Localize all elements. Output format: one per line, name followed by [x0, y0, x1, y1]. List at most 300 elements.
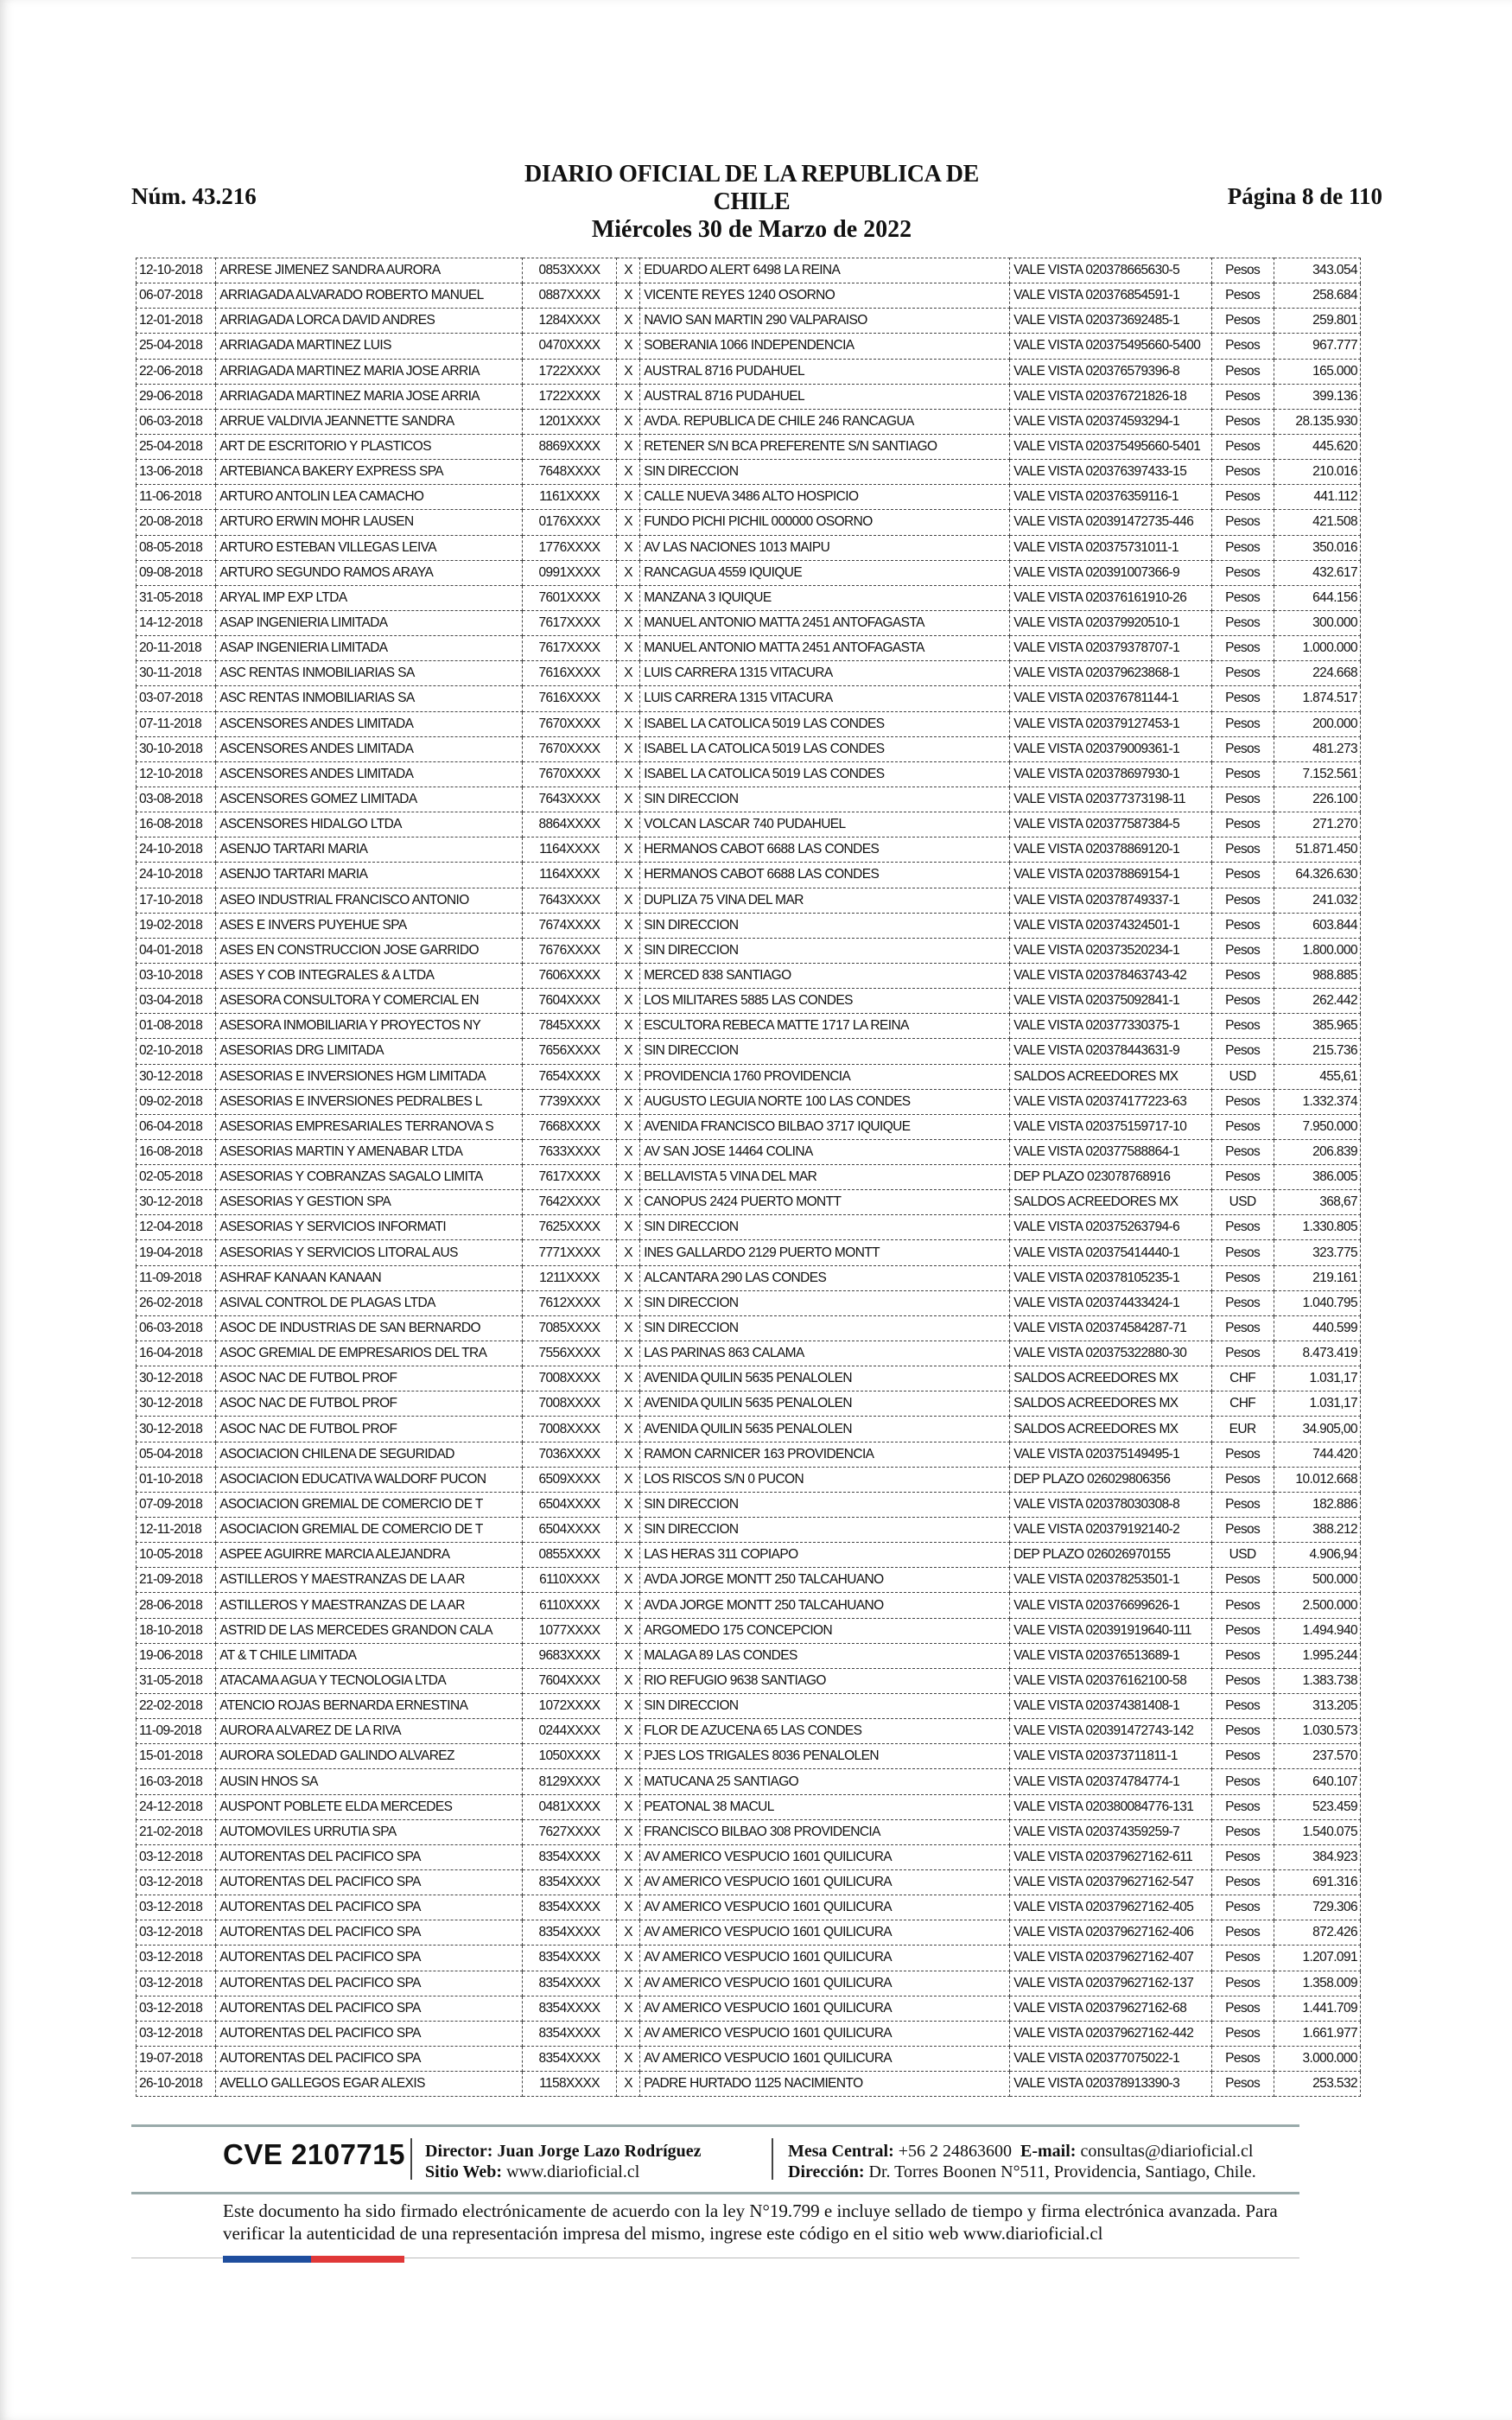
cell-mark: X	[617, 1568, 640, 1593]
cell-date: 06-03-2018	[137, 1315, 216, 1341]
cell-product: VALE VISTA 020377075022-1	[1010, 2046, 1211, 2071]
cell-amount: 1.995.244	[1274, 1643, 1360, 1668]
table-row	[137, 711, 1361, 736]
cell-name: ASESORIAS E INVERSIONES HGM LIMITADA	[216, 1064, 523, 1089]
cell-date: 30-12-2018	[137, 1064, 216, 1089]
cell-name: ATENCIO ROJAS BERNARDA ERNESTINA	[216, 1694, 523, 1719]
phone-email-line	[788, 2141, 1256, 2162]
cell-currency: Pesos	[1211, 283, 1274, 309]
cell-product: VALE VISTA 020376161910-26	[1010, 585, 1211, 610]
cell-amount: 241.032	[1274, 888, 1360, 913]
cell-currency: Pesos	[1211, 1794, 1274, 1819]
cell-product: VALE VISTA 020379127453-1	[1010, 711, 1211, 736]
cell-date: 02-05-2018	[137, 1165, 216, 1190]
cell-currency: USD	[1211, 1064, 1274, 1089]
cell-product: VALE VISTA 020374784774-1	[1010, 1769, 1211, 1794]
cell-mark: X	[617, 636, 640, 661]
cell-date: 30-10-2018	[137, 736, 216, 761]
cell-date: 03-07-2018	[137, 686, 216, 711]
cell-date: 22-06-2018	[137, 359, 216, 384]
cell-address: LUIS CARRERA 1315 VITACURA	[640, 686, 1010, 711]
table-row	[137, 1190, 1361, 1215]
cell-product: VALE VISTA 020375731011-1	[1010, 535, 1211, 560]
cell-currency: Pesos	[1211, 1769, 1274, 1794]
cell-currency: Pesos	[1211, 837, 1274, 863]
cell-product: VALE VISTA 020378749337-1	[1010, 888, 1211, 913]
cell-date: 21-02-2018	[137, 1819, 216, 1844]
cell-address: MANUEL ANTONIO MATTA 2451 ANTOFAGASTA	[640, 610, 1010, 635]
cell-currency: Pesos	[1211, 1618, 1274, 1643]
table-row	[137, 1039, 1361, 1064]
cell-amount: 1.358.009	[1274, 1971, 1360, 1996]
cell-date: 15-01-2018	[137, 1744, 216, 1769]
cell-mark: X	[617, 1920, 640, 1946]
cell-date: 07-11-2018	[137, 711, 216, 736]
address-line	[788, 2162, 1256, 2182]
cell-date: 01-10-2018	[137, 1467, 216, 1492]
cell-mark: X	[617, 963, 640, 988]
table-row	[137, 309, 1361, 334]
cell-rut: 7643XXXX	[522, 786, 616, 812]
cell-mark: X	[617, 1014, 640, 1039]
cell-product: VALE VISTA 020379627162-611	[1010, 1844, 1211, 1869]
cell-name: ASESORIAS Y COBRANZAS SAGALO LIMITA	[216, 1165, 523, 1190]
cell-product: VALE VISTA 020374177223-63	[1010, 1089, 1211, 1114]
cell-name: ASOCIACION GREMIAL DE COMERCIO DE T	[216, 1492, 523, 1517]
cell-rut: 6110XXXX	[522, 1593, 616, 1618]
cell-currency: Pesos	[1211, 1668, 1274, 1693]
cell-date: 16-04-2018	[137, 1341, 216, 1366]
table-row	[137, 2072, 1361, 2097]
cell-rut: 0887XXXX	[522, 283, 616, 309]
cell-address: AVDA JORGE MONTT 250 TALCAHUANO	[640, 1568, 1010, 1593]
cell-product: VALE VISTA 020379627162-68	[1010, 1996, 1211, 2021]
cell-mark: X	[617, 585, 640, 610]
cell-name: ASENJO TARTARI MARIA	[216, 837, 523, 863]
cell-name: AUTORENTAS DEL PACIFICO SPA	[216, 1895, 523, 1920]
cell-product: VALE VISTA 020374433424-1	[1010, 1290, 1211, 1315]
cell-name: ART DE ESCRITORIO Y PLASTICOS	[216, 434, 523, 459]
cell-date: 12-04-2018	[137, 1215, 216, 1240]
cell-address: BELLAVISTA 5 VINA DEL MAR	[640, 1165, 1010, 1190]
cell-product: DEP PLAZO 023078768916	[1010, 1165, 1211, 1190]
cell-address: AV AMERICO VESPUCIO 1601 QUILICURA	[640, 1870, 1010, 1895]
cell-product: DEP PLAZO 026029806356	[1010, 1467, 1211, 1492]
email-label: E-mail:	[1020, 2142, 1077, 2161]
cell-product: VALE VISTA 020379627162-442	[1010, 2021, 1211, 2046]
table-row	[137, 1014, 1361, 1039]
table-row	[137, 686, 1361, 711]
cell-mark: X	[617, 1392, 640, 1417]
page-number: Página 8 de 110	[1227, 183, 1382, 209]
cell-product: VALE VISTA 020375414440-1	[1010, 1240, 1211, 1265]
cell-name: AUSIN HNOS SA	[216, 1769, 523, 1794]
cell-date: 12-11-2018	[137, 1518, 216, 1543]
cell-name: ASES E INVERS PUYEHUE SPA	[216, 913, 523, 938]
cell-product: VALE VISTA 020380084776-131	[1010, 1794, 1211, 1819]
cell-name: ASEO INDUSTRIAL FRANCISCO ANTONIO	[216, 888, 523, 913]
table-row	[137, 1315, 1361, 1341]
cell-amount: 523.459	[1274, 1794, 1360, 1819]
cell-rut: 1050XXXX	[522, 1744, 616, 1769]
cell-mark: X	[617, 460, 640, 485]
cell-mark: X	[617, 1744, 640, 1769]
table-row	[137, 1518, 1361, 1543]
cell-date: 26-10-2018	[137, 2072, 216, 2097]
cell-rut: 7625XXXX	[522, 1215, 616, 1240]
cell-product: VALE VISTA 020378697930-1	[1010, 761, 1211, 786]
cell-mark: X	[617, 1668, 640, 1693]
cell-name: ARRIAGADA MARTINEZ LUIS	[216, 334, 523, 359]
website-link[interactable]: www.diarioficial.cl	[506, 2162, 640, 2181]
cell-amount: 219.161	[1274, 1265, 1360, 1290]
cell-rut: 7616XXXX	[522, 686, 616, 711]
cell-name: ASPEE AGUIRRE MARCIA ALEJANDRA	[216, 1543, 523, 1568]
cell-address: SIN DIRECCION	[640, 1694, 1010, 1719]
table-row	[137, 1568, 1361, 1593]
cell-date: 30-12-2018	[137, 1417, 216, 1442]
address-label: Dirección:	[788, 2162, 865, 2181]
table-row	[137, 610, 1361, 635]
table-row	[137, 761, 1361, 786]
cell-rut: 7008XXXX	[522, 1366, 616, 1392]
cell-rut: 7627XXXX	[522, 1819, 616, 1844]
cell-rut: 8354XXXX	[522, 1920, 616, 1946]
cell-product: VALE VISTA 020376162100-58	[1010, 1668, 1211, 1693]
cell-date: 09-02-2018	[137, 1089, 216, 1114]
cell-name: ARRESE JIMENEZ SANDRA AURORA	[216, 258, 523, 283]
cell-mark: X	[617, 1190, 640, 1215]
cell-mark: X	[617, 1819, 640, 1844]
cell-name: AVELLO GALLEGOS EGAR ALEXIS	[216, 2072, 523, 2097]
cell-mark: X	[617, 989, 640, 1014]
cell-rut: 8354XXXX	[522, 2021, 616, 2046]
cell-product: VALE VISTA 020376397433-15	[1010, 460, 1211, 485]
cell-currency: Pesos	[1211, 1315, 1274, 1341]
cell-date: 17-10-2018	[137, 888, 216, 913]
cell-rut: 0244XXXX	[522, 1719, 616, 1744]
cell-date: 12-01-2018	[137, 309, 216, 334]
cell-address: HERMANOS CABOT 6688 LAS CONDES	[640, 863, 1010, 888]
cell-address: RAMON CARNICER 163 PROVIDENCIA	[640, 1442, 1010, 1467]
cell-amount: 603.844	[1274, 913, 1360, 938]
cell-product: VALE VISTA 020374584287-71	[1010, 1315, 1211, 1341]
cell-rut: 7739XXXX	[522, 1089, 616, 1114]
table-row	[137, 1694, 1361, 1719]
cell-address: EDUARDO ALERT 6498 LA REINA	[640, 258, 1010, 283]
cell-address: AV AMERICO VESPUCIO 1601 QUILICURA	[640, 1971, 1010, 1996]
cell-rut: 8129XXXX	[522, 1769, 616, 1794]
cell-amount: 51.871.450	[1274, 837, 1360, 863]
cell-name: ASHRAF KANAAN KANAAN	[216, 1265, 523, 1290]
cell-amount: 421.508	[1274, 510, 1360, 535]
cell-mark: X	[617, 1165, 640, 1190]
cell-address: MALAGA 89 LAS CONDES	[640, 1643, 1010, 1668]
table-row	[137, 1467, 1361, 1492]
cell-currency: Pesos	[1211, 560, 1274, 585]
cell-address: PJES LOS TRIGALES 8036 PENALOLEN	[640, 1744, 1010, 1769]
cell-currency: Pesos	[1211, 309, 1274, 334]
cell-date: 25-04-2018	[137, 434, 216, 459]
table-row	[137, 384, 1361, 409]
cell-rut: 1164XXXX	[522, 837, 616, 863]
table-row	[137, 1668, 1361, 1693]
cell-name: AUTORENTAS DEL PACIFICO SPA	[216, 2046, 523, 2071]
cell-mark: X	[617, 1089, 640, 1114]
cell-amount: 644.156	[1274, 585, 1360, 610]
cell-currency: Pesos	[1211, 2072, 1274, 2097]
cell-amount: 368,67	[1274, 1190, 1360, 1215]
cell-date: 06-04-2018	[137, 1114, 216, 1139]
cell-mark: X	[617, 1518, 640, 1543]
cell-name: ARTURO ANTOLIN LEA CAMACHO	[216, 485, 523, 510]
cell-amount: 1.383.738	[1274, 1668, 1360, 1693]
cell-currency: CHF	[1211, 1392, 1274, 1417]
cell-name: ASESORIAS Y GESTION SPA	[216, 1190, 523, 1215]
cell-name: ARRIAGADA LORCA DAVID ANDRES	[216, 309, 523, 334]
cell-amount: 2.500.000	[1274, 1593, 1360, 1618]
cell-rut: 6504XXXX	[522, 1492, 616, 1517]
cell-product: VALE VISTA 020379623868-1	[1010, 661, 1211, 686]
cell-address: SIN DIRECCION	[640, 1290, 1010, 1315]
cell-amount: 1.000.000	[1274, 636, 1360, 661]
cell-address: SOBERANIA 1066 INDEPENDENCIA	[640, 334, 1010, 359]
cell-product: VALE VISTA 020391007366-9	[1010, 560, 1211, 585]
cell-amount: 729.306	[1274, 1895, 1360, 1920]
email-link[interactable]: consultas@diarioficial.cl	[1080, 2142, 1254, 2161]
cell-rut: 1158XXXX	[522, 2072, 616, 2097]
cell-product: VALE VISTA 020378105235-1	[1010, 1265, 1211, 1290]
cell-mark: X	[617, 334, 640, 359]
cell-mark: X	[617, 1769, 640, 1794]
cell-date: 04-01-2018	[137, 938, 216, 963]
cell-rut: 1161XXXX	[522, 485, 616, 510]
cell-rut: 7616XXXX	[522, 661, 616, 686]
table-row	[137, 510, 1361, 535]
table-row	[137, 283, 1361, 309]
cell-product: VALE VISTA 020378869154-1	[1010, 863, 1211, 888]
cell-date: 03-04-2018	[137, 989, 216, 1014]
cell-date: 24-12-2018	[137, 1794, 216, 1819]
table-row	[137, 460, 1361, 485]
footer-rule-mid	[131, 2192, 1299, 2194]
table-row	[137, 434, 1361, 459]
cell-date: 19-07-2018	[137, 2046, 216, 2071]
cell-rut: 1284XXXX	[522, 309, 616, 334]
cell-name: ASTILLEROS Y MAESTRANZAS DE LA AR	[216, 1568, 523, 1593]
cell-rut: 7604XXXX	[522, 989, 616, 1014]
cell-product: VALE VISTA 020379627162-405	[1010, 1895, 1211, 1920]
cell-mark: X	[617, 1694, 640, 1719]
cell-amount: 206.839	[1274, 1139, 1360, 1164]
cell-rut: 7656XXXX	[522, 1039, 616, 1064]
cell-product: VALE VISTA 020379627162-407	[1010, 1946, 1211, 1971]
cell-amount: 8.473.419	[1274, 1341, 1360, 1366]
cell-name: ASAP INGENIERIA LIMITADA	[216, 636, 523, 661]
cell-currency: Pesos	[1211, 535, 1274, 560]
cell-rut: 7670XXXX	[522, 736, 616, 761]
cell-amount: 1.874.517	[1274, 686, 1360, 711]
cell-currency: Pesos	[1211, 989, 1274, 1014]
cell-name: ASCENSORES HIDALGO LTDA	[216, 812, 523, 837]
table-row	[137, 1744, 1361, 1769]
table-row	[137, 409, 1361, 434]
cell-mark: X	[617, 1618, 640, 1643]
table-row	[137, 560, 1361, 585]
masthead	[484, 161, 1020, 244]
cell-name: ASC RENTAS INMOBILIARIAS SA	[216, 686, 523, 711]
cell-product: VALE VISTA 020379627162-547	[1010, 1870, 1211, 1895]
cell-address: ISABEL LA CATOLICA 5019 LAS CONDES	[640, 736, 1010, 761]
cell-mark: X	[617, 1442, 640, 1467]
cell-product: SALDOS ACREEDORES MX	[1010, 1392, 1211, 1417]
cell-product: VALE VISTA 020379009361-1	[1010, 736, 1211, 761]
cell-product: VALE VISTA 020379920510-1	[1010, 610, 1211, 635]
director-name: Juan Jorge Lazo Rodríguez	[497, 2142, 702, 2161]
cell-currency: Pesos	[1211, 1593, 1274, 1618]
table-row	[137, 786, 1361, 812]
cell-date: 03-08-2018	[137, 786, 216, 812]
cell-amount: 259.801	[1274, 309, 1360, 334]
cell-date: 03-10-2018	[137, 963, 216, 988]
cell-rut: 1776XXXX	[522, 535, 616, 560]
cell-address: RETENER S/N BCA PREFERENTE S/N SANTIAGO	[640, 434, 1010, 459]
cell-product: VALE VISTA 020375092841-1	[1010, 989, 1211, 1014]
cell-product: VALE VISTA 020378253501-1	[1010, 1568, 1211, 1593]
cell-currency: Pesos	[1211, 409, 1274, 434]
cell-date: 31-05-2018	[137, 1668, 216, 1693]
cell-name: ASESORIAS E INVERSIONES PEDRALBES L	[216, 1089, 523, 1114]
cell-date: 16-03-2018	[137, 1769, 216, 1794]
cell-rut: 8354XXXX	[522, 1946, 616, 1971]
table-row	[137, 812, 1361, 837]
cell-name: ASESORIAS Y SERVICIOS LITORAL AUS	[216, 1240, 523, 1265]
cell-currency: Pesos	[1211, 711, 1274, 736]
cell-rut: 1072XXXX	[522, 1694, 616, 1719]
cell-mark: X	[617, 863, 640, 888]
table-row	[137, 888, 1361, 913]
cell-currency: Pesos	[1211, 1114, 1274, 1139]
cell-amount: 500.000	[1274, 1568, 1360, 1593]
cell-amount: 165.000	[1274, 359, 1360, 384]
cell-date: 08-05-2018	[137, 535, 216, 560]
cell-currency: Pesos	[1211, 1265, 1274, 1290]
table-row	[137, 1392, 1361, 1417]
cell-amount: 3.000.000	[1274, 2046, 1360, 2071]
cell-name: ARTURO ESTEBAN VILLEGAS LEIVA	[216, 535, 523, 560]
cell-name: AUTORENTAS DEL PACIFICO SPA	[216, 1996, 523, 2021]
cell-date: 02-10-2018	[137, 1039, 216, 1064]
cell-mark: X	[617, 359, 640, 384]
cell-product: VALE VISTA 020375322880-30	[1010, 1341, 1211, 1366]
cell-address: HERMANOS CABOT 6688 LAS CONDES	[640, 837, 1010, 863]
cell-rut: 7771XXXX	[522, 1240, 616, 1265]
cell-product: VALE VISTA 020376854591-1	[1010, 283, 1211, 309]
cell-currency: Pesos	[1211, 510, 1274, 535]
cell-currency: Pesos	[1211, 913, 1274, 938]
cell-product: VALE VISTA 020378443631-9	[1010, 1039, 1211, 1064]
cell-date: 03-12-2018	[137, 2021, 216, 2046]
cell-product: VALE VISTA 020376513689-1	[1010, 1643, 1211, 1668]
cell-name: ASES Y COB INTEGRALES & A LTDA	[216, 963, 523, 988]
cell-currency: Pesos	[1211, 1492, 1274, 1517]
cell-name: AUTOMOVILES URRUTIA SPA	[216, 1819, 523, 1844]
cell-address: AVENIDA QUILIN 5635 PENALOLEN	[640, 1392, 1010, 1417]
cell-product: VALE VISTA 020377588864-1	[1010, 1139, 1211, 1164]
cell-amount: 1.332.374	[1274, 1089, 1360, 1114]
table-row	[137, 1492, 1361, 1517]
cell-date: 21-09-2018	[137, 1568, 216, 1593]
cell-name: ASESORIAS EMPRESARIALES TERRANOVA S	[216, 1114, 523, 1139]
cell-amount: 481.273	[1274, 736, 1360, 761]
cell-date: 18-10-2018	[137, 1618, 216, 1643]
table-row	[137, 585, 1361, 610]
cell-date: 25-04-2018	[137, 334, 216, 359]
cell-date: 12-10-2018	[137, 761, 216, 786]
cell-mark: X	[617, 510, 640, 535]
cell-date: 03-12-2018	[137, 1971, 216, 1996]
cell-rut: 7606XXXX	[522, 963, 616, 988]
cell-name: AUTORENTAS DEL PACIFICO SPA	[216, 1971, 523, 1996]
cell-mark: X	[617, 812, 640, 837]
cell-rut: 8354XXXX	[522, 1870, 616, 1895]
cell-date: 03-12-2018	[137, 1996, 216, 2021]
table-row	[137, 1971, 1361, 1996]
cell-name: ASOC NAC DE FUTBOL PROF	[216, 1366, 523, 1392]
cell-address: AV AMERICO VESPUCIO 1601 QUILICURA	[640, 1844, 1010, 1869]
cell-rut: 8354XXXX	[522, 2046, 616, 2071]
cell-rut: 0855XXXX	[522, 1543, 616, 1568]
cell-name: ASCENSORES ANDES LIMITADA	[216, 736, 523, 761]
cell-currency: Pesos	[1211, 863, 1274, 888]
cell-currency: Pesos	[1211, 434, 1274, 459]
cell-address: ISABEL LA CATOLICA 5019 LAS CONDES	[640, 761, 1010, 786]
table-row	[137, 1366, 1361, 1392]
table-row	[137, 1996, 1361, 2021]
cell-product: SALDOS ACREEDORES MX	[1010, 1417, 1211, 1442]
cell-mark: X	[617, 1290, 640, 1315]
cell-amount: 1.441.709	[1274, 1996, 1360, 2021]
cell-amount: 7.950.000	[1274, 1114, 1360, 1139]
cell-date: 26-02-2018	[137, 1290, 216, 1315]
cell-rut: 7648XXXX	[522, 460, 616, 485]
cell-mark: X	[617, 1593, 640, 1618]
cell-address: AVENIDA FRANCISCO BILBAO 3717 IQUIQUE	[640, 1114, 1010, 1139]
table-row	[137, 989, 1361, 1014]
cell-address: AUGUSTO LEGUIA NORTE 100 LAS CONDES	[640, 1089, 1010, 1114]
cell-address: SIN DIRECCION	[640, 913, 1010, 938]
cell-address: VICENTE REYES 1240 OSORNO	[640, 283, 1010, 309]
cell-product: VALE VISTA 020374359259-7	[1010, 1819, 1211, 1844]
cell-currency: Pesos	[1211, 1870, 1274, 1895]
cell-address: ARGOMEDO 175 CONCEPCION	[640, 1618, 1010, 1643]
cell-rut: 6504XXXX	[522, 1518, 616, 1543]
cell-name: ASC RENTAS INMOBILIARIAS SA	[216, 661, 523, 686]
cell-mark: X	[617, 1064, 640, 1089]
cell-product: VALE VISTA 020375263794-6	[1010, 1215, 1211, 1240]
cell-rut: 7601XXXX	[522, 585, 616, 610]
cell-mark: X	[617, 938, 640, 963]
cell-date: 16-08-2018	[137, 1139, 216, 1164]
cell-amount: 872.426	[1274, 1920, 1360, 1946]
table-row	[137, 1895, 1361, 1920]
cell-mark: X	[617, 1315, 640, 1341]
cell-address: AVDA. REPUBLICA DE CHILE 246 RANCAGUA	[640, 409, 1010, 434]
cell-mark: X	[617, 1265, 640, 1290]
table-row	[137, 2046, 1361, 2071]
table-row	[137, 913, 1361, 938]
cell-product: VALE VISTA 020377587384-5	[1010, 812, 1211, 837]
